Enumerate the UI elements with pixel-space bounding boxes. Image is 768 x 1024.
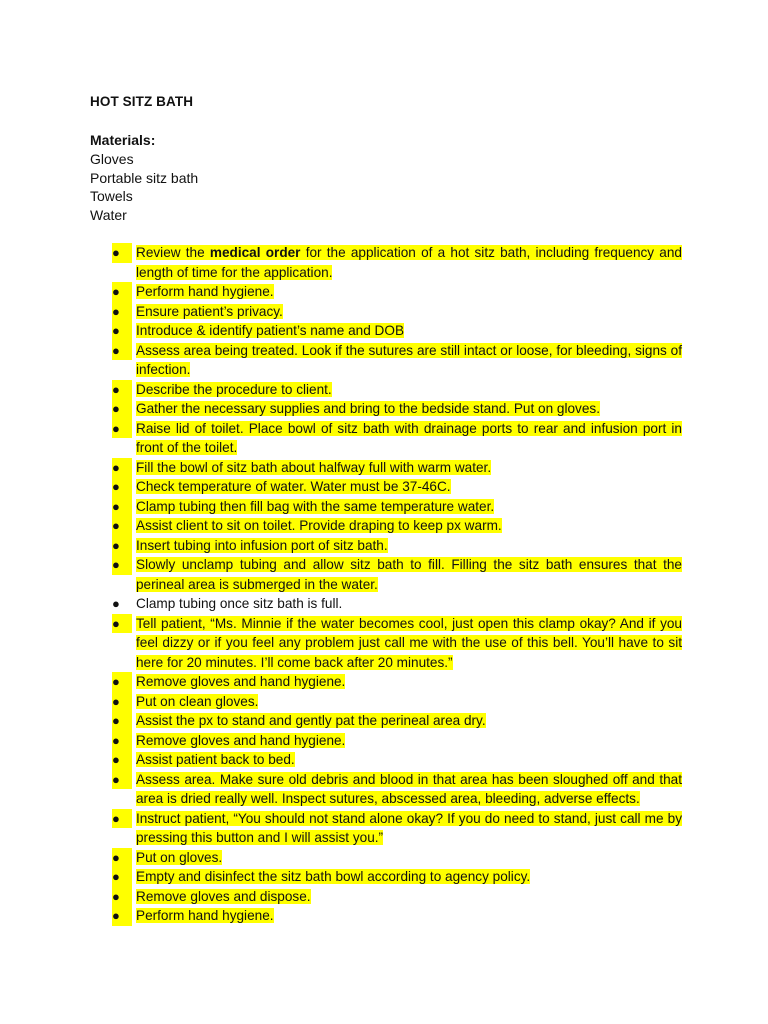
bullet-icon: ●	[112, 497, 132, 517]
bullet-icon: ●	[112, 906, 132, 926]
step-item	[112, 458, 682, 478]
bullet-icon: ●	[112, 302, 132, 322]
step-text: Assist the px to stand and gently pat the perineal area dry.	[136, 713, 486, 728]
step-item	[112, 477, 682, 497]
step-item	[112, 516, 682, 536]
materials-item: Towels	[90, 188, 133, 204]
step-item	[112, 809, 682, 848]
bullet-icon: ●	[112, 614, 132, 634]
materials-item: Portable sitz bath	[90, 169, 199, 186]
step-item	[112, 594, 682, 614]
bullet-icon: ●	[112, 321, 132, 341]
document-title: HOT SITZ BATH	[90, 94, 194, 109]
step-text-bold: medical order	[209, 245, 301, 260]
bullet-icon: ●	[112, 536, 132, 556]
step-text: Tell patient, “Ms. Minnie if the water becomes cool, just open this clamp okay? And if you feel dizzy or if you feel any problem just call me with the use of this bell. You’ll have to sit here for 20 minutes. I’ll come back after 20 minutes.”	[136, 615, 682, 670]
step-text: Describe the procedure to client.	[136, 381, 332, 397]
step-text: Gather the necessary supplies and bring to the bedside stand. Put on gloves.	[136, 401, 600, 416]
step-item	[112, 692, 682, 712]
materials-item: Water	[90, 206, 127, 223]
bullet-icon: ●	[112, 380, 132, 400]
bullet-icon: ●	[112, 692, 132, 712]
step-item	[112, 282, 682, 302]
step-text: Instruct patient, “You should not stand alone okay? If you do need to stand, just call me by pressing this button and I will assist you.”	[136, 810, 682, 845]
materials-item: Gloves	[90, 151, 134, 167]
step-item	[112, 555, 682, 594]
step-item	[112, 341, 682, 380]
step-text: Empty and disinfect the sitz bath bowl according to agency policy.	[136, 869, 531, 884]
step-item	[112, 380, 682, 400]
bullet-icon: ●	[112, 399, 132, 419]
step-item	[112, 399, 682, 419]
step-text: Remove gloves and hand hygiene.	[136, 674, 346, 689]
bullet-icon: ●	[112, 848, 132, 868]
bullet-icon: ●	[112, 243, 132, 263]
step-item	[112, 770, 682, 809]
materials-heading: Materials:	[90, 132, 156, 148]
bullet-icon: ●	[112, 711, 132, 731]
bullet-icon: ●	[112, 341, 132, 361]
step-text: Put on clean gloves.	[136, 693, 259, 709]
step-item	[112, 906, 682, 926]
step-item	[112, 731, 682, 751]
bullet-icon: ●	[112, 770, 132, 790]
bullet-icon: ●	[112, 477, 132, 497]
bullet-icon: ●	[112, 809, 132, 829]
bullet-icon: ●	[112, 419, 132, 439]
materials-list	[90, 150, 198, 224]
bullet-icon: ●	[112, 672, 132, 692]
step-item	[112, 536, 682, 556]
bullet-icon: ●	[112, 555, 132, 575]
step-item	[112, 419, 682, 458]
step-text: Remove gloves and dispose.	[136, 888, 311, 904]
step-text: Perform hand hygiene.	[136, 284, 274, 299]
bullet-icon: ●	[112, 731, 132, 751]
step-text: Assess area. Make sure old debris and blood in that area has been sloughed off and that area is dried really well. Inspect sutures, abscessed area, bleeding, adverse effects.	[136, 771, 682, 806]
step-item	[112, 614, 682, 673]
step-text: Ensure patient’s privacy.	[136, 303, 283, 319]
step-text: Slowly unclamp tubing and allow sitz bath to fill. Filling the sitz bath ensures that the perineal area is submerged in the water.	[136, 557, 682, 592]
step-text: Assist patient back to bed.	[136, 752, 295, 767]
step-item	[112, 887, 682, 907]
step-item	[112, 497, 682, 517]
step-item	[112, 302, 682, 322]
step-item	[112, 321, 682, 341]
step-item	[112, 243, 682, 282]
step-item	[112, 750, 682, 770]
bullet-icon: ●	[112, 887, 132, 907]
step-text: Remove gloves and hand hygiene.	[136, 732, 346, 748]
step-text: Assess area being treated. Look if the sutures are still intact or loose, for bleeding, signs of infection.	[136, 342, 682, 377]
bullet-icon: ●	[112, 516, 132, 536]
step-text: Perform hand hygiene.	[136, 908, 274, 923]
bullet-icon: ●	[112, 867, 132, 887]
step-text: Raise lid of toilet. Place bowl of sitz bath with drainage ports to rear and infusion port in front of the toilet.	[136, 420, 682, 455]
step-text: Assist client to sit on toilet. Provide draping to keep px warm.	[136, 518, 502, 533]
bullet-icon: ●	[112, 282, 132, 302]
step-text: Fill the bowl of sitz bath about halfway full with warm water.	[136, 459, 492, 475]
step-item	[112, 867, 682, 887]
step-text: Check temperature of water. Water must be 37-46C.	[136, 479, 451, 494]
step-text: Put on gloves.	[136, 849, 223, 865]
step-item	[112, 848, 682, 868]
bullet-icon: ●	[112, 750, 132, 770]
bullet-icon: ●	[112, 458, 132, 478]
step-item	[112, 711, 682, 731]
step-text: Clamp tubing once sitz bath is full.	[136, 596, 343, 611]
step-text: for the application of a hot sitz bath, including frequency and length of time for the application.	[136, 245, 682, 280]
step-text: Clamp tubing then fill bag with the same temperature water.	[136, 498, 495, 514]
bullet-icon: ●	[112, 596, 120, 611]
step-text: Insert tubing into infusion port of sitz bath.	[136, 537, 388, 553]
procedure-steps-list	[112, 243, 682, 926]
step-item	[112, 672, 682, 692]
step-text: Review the	[136, 245, 210, 260]
step-text: Introduce & identify patient’s name and DOB	[136, 323, 405, 338]
